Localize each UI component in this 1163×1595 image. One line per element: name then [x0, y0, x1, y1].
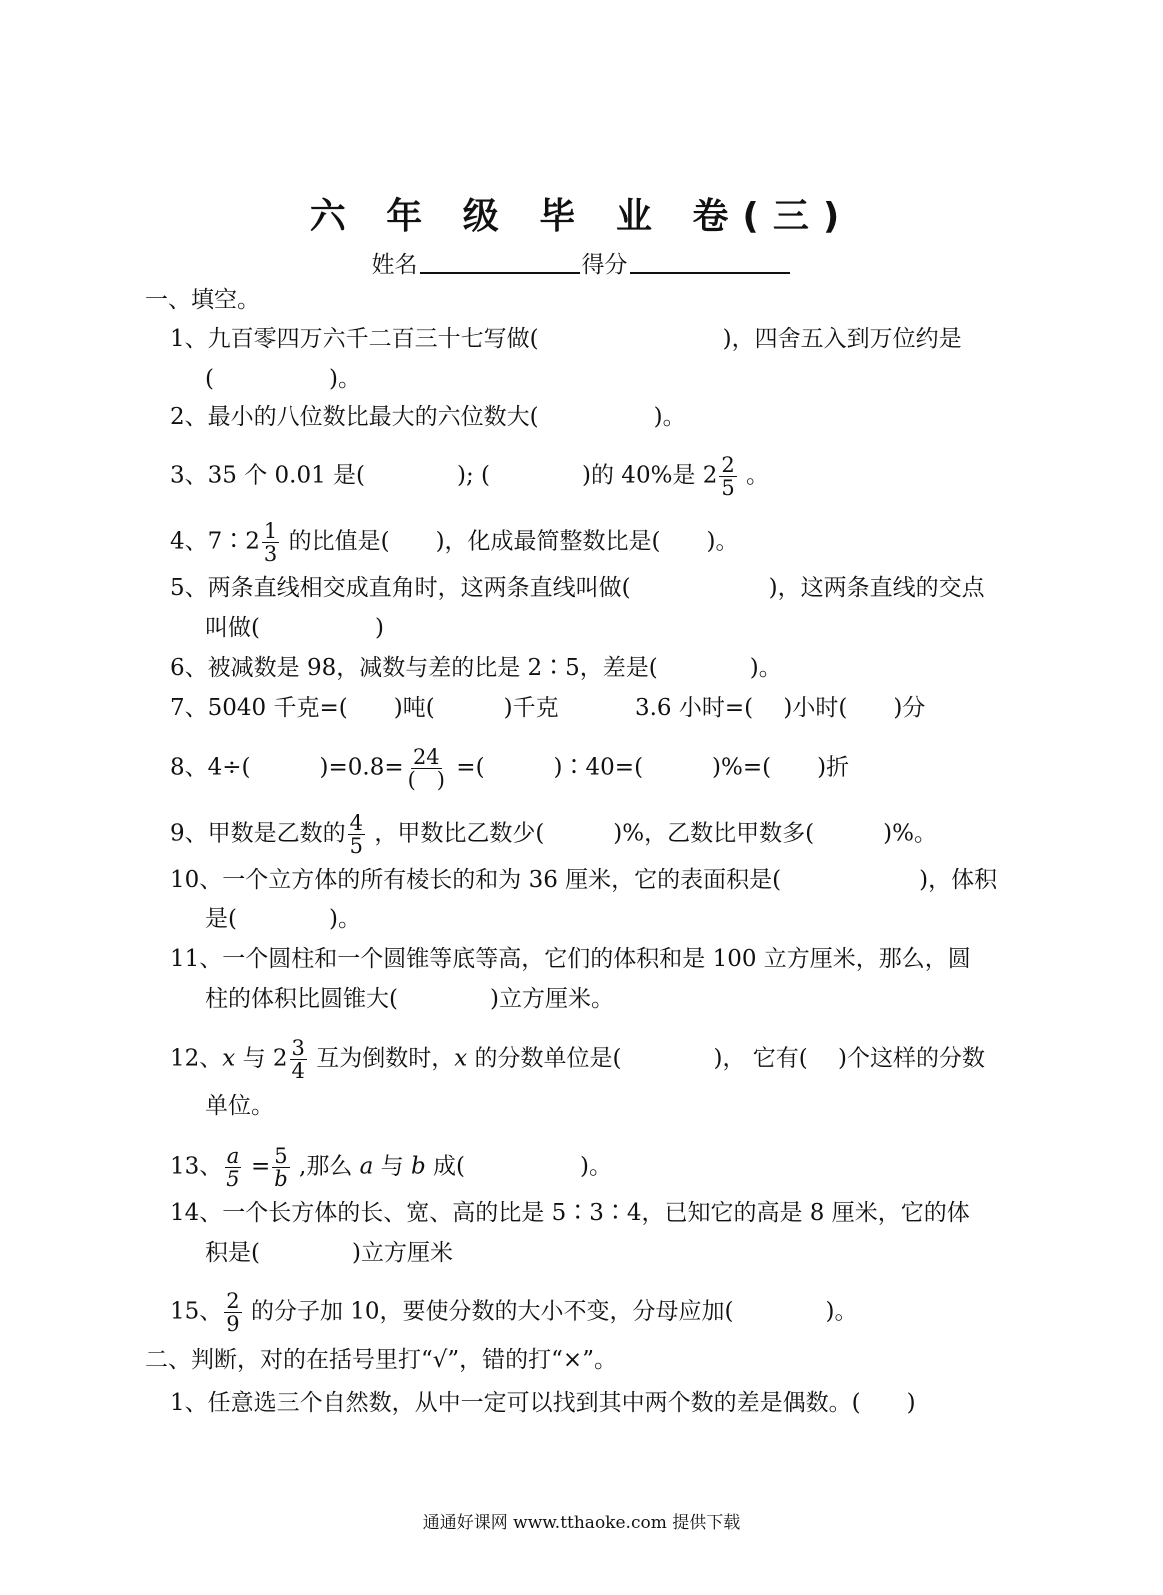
question-6: 6、被减数是 98，减数与差的比是 2∶5，差是( )。 — [170, 655, 782, 681]
question-11-line-2: 柱的体积比圆锥大( )立方厘米。 — [205, 986, 614, 1012]
question-13-text-2: 与 — [373, 1153, 411, 1180]
question-9-text: 9、甲数是乙数的 — [170, 820, 346, 847]
fraction-numerator: 2 — [226, 1289, 240, 1313]
fraction-denominator: 9 — [226, 1312, 240, 1336]
question-14-line-1: 14、一个长方体的长、宽、高的比是 5∶3∶4，已知它的高是 8 厘米，它的体 — [170, 1200, 970, 1226]
variable-x: x — [222, 1045, 236, 1072]
fraction-numerator: 1 — [263, 519, 278, 543]
fraction-one-third — [262, 520, 279, 565]
fraction-numerator: 3 — [291, 1036, 305, 1060]
equals-sign: = — [243, 1153, 271, 1180]
question-12-line-2: 单位。 — [205, 1093, 274, 1119]
question-13-end: 成( )。 — [425, 1153, 612, 1180]
question-8 — [170, 746, 849, 791]
question-8-text: 8、4÷( )=0.8= — [170, 754, 404, 781]
question-9 — [170, 812, 937, 857]
footer-credit: 通通好课网 www.tthaoke.com 提供下载 — [422, 1513, 741, 1533]
question-15-num: 15、 — [170, 1298, 223, 1325]
fraction-numerator: a — [226, 1144, 240, 1168]
question-3-end: 。 — [738, 462, 770, 489]
variable-a: a — [359, 1153, 374, 1180]
page-title: 六 年 级 毕 业 卷(三) — [309, 196, 854, 237]
fraction-numerator: 2 — [721, 453, 735, 477]
question-12-end: 的分数单位是( )， 它有( )个这样的分数 — [467, 1045, 986, 1072]
fraction-denominator: 5 — [349, 834, 364, 858]
question-15 — [170, 1290, 858, 1335]
question-5-line-2: 叫做( ) — [205, 615, 384, 641]
fraction-denominator: 5 — [721, 476, 735, 500]
fraction-denominator: 4 — [291, 1059, 305, 1083]
fraction-three-fourths — [290, 1037, 307, 1082]
fraction-two-fifths — [719, 454, 736, 499]
question-3 — [170, 454, 769, 499]
fraction-numerator: 5 — [274, 1144, 288, 1168]
question-14-line-2: 积是( )立方厘米 — [205, 1240, 453, 1266]
question-12 — [170, 1037, 985, 1082]
variable-x: x — [454, 1045, 468, 1072]
question-13 — [170, 1145, 612, 1190]
fraction-four-fifths — [348, 812, 365, 857]
question-9-end: ，甲数比乙数少( )%，乙数比甲数多( )%。 — [367, 820, 937, 847]
name-label: 姓名 — [371, 252, 418, 278]
question-4-end: 的比值是( )，化成最简整数比是( )。 — [281, 528, 739, 555]
question-1-line-2: ( )。 — [205, 366, 361, 392]
fraction-two-ninths — [224, 1290, 241, 1335]
score-blank[interactable] — [630, 250, 790, 274]
question-15-end: 的分子加 10，要使分数的大小不变，分母应加( )。 — [243, 1298, 858, 1325]
fraction-denominator: b — [274, 1167, 288, 1191]
question-12-text: 与 2 — [235, 1045, 288, 1072]
fraction-numerator: 24 — [412, 745, 440, 769]
question-13-num: 13、 — [170, 1153, 223, 1180]
score-label: 得分 — [581, 252, 628, 278]
section2-question-1: 1、任意选三个自然数，从中一定可以找到其中两个数的差是偶数。( ) — [170, 1390, 916, 1416]
question-13-text: ,那么 — [291, 1153, 360, 1180]
question-4-text: 4、7∶2 — [170, 528, 260, 555]
section2-heading: 二、判断，对的在括号里打“√”，错的打“×”。 — [145, 1347, 617, 1373]
fraction-5-over-b — [272, 1145, 289, 1190]
variable-b: b — [410, 1153, 426, 1180]
fraction-a-over-5 — [224, 1145, 241, 1190]
section1-heading: 一、填空。 — [145, 287, 260, 313]
question-12-text-2: 互为倒数时， — [308, 1045, 455, 1072]
question-12-num: 12、 — [170, 1045, 223, 1072]
question-5-line-1: 5、两条直线相交成直角时，这两条直线叫做( )，这两条直线的交点 — [170, 575, 985, 601]
question-1-line-1: 1、九百零四万六千二百三十七写做( )，四舍五入到万位约是 — [170, 326, 962, 352]
question-10-line-2: 是( )。 — [205, 906, 361, 932]
fraction-denominator: ( ) — [407, 768, 445, 792]
question-8-end: =( )∶40=( )%=( )折 — [449, 754, 850, 781]
fraction-24-over-blank — [406, 746, 447, 791]
name-score-bar — [0, 246, 1163, 279]
question-4 — [170, 520, 739, 565]
question-3-text: 3、35 个 0.01 是( ); ( )的 40%是 2 — [170, 462, 718, 489]
question-2: 2、最小的八位数比最大的六位数大( )。 — [170, 404, 686, 430]
fraction-numerator: 4 — [349, 811, 364, 835]
question-11-line-1: 11、一个圆柱和一个圆锥等底等高，它们的体积和是 100 立方厘米，那么，圆 — [170, 946, 971, 972]
name-blank[interactable] — [420, 250, 580, 274]
question-10-line-1: 10、一个立方体的所有棱长的和为 36 厘米，它的表面积是( )，体积 — [170, 867, 998, 893]
question-7: 7、5040 千克=( )吨( )千克 3.6 小时=( )小时( )分 — [170, 695, 926, 721]
fraction-denominator: 3 — [263, 542, 278, 566]
fraction-denominator: 5 — [226, 1167, 240, 1191]
